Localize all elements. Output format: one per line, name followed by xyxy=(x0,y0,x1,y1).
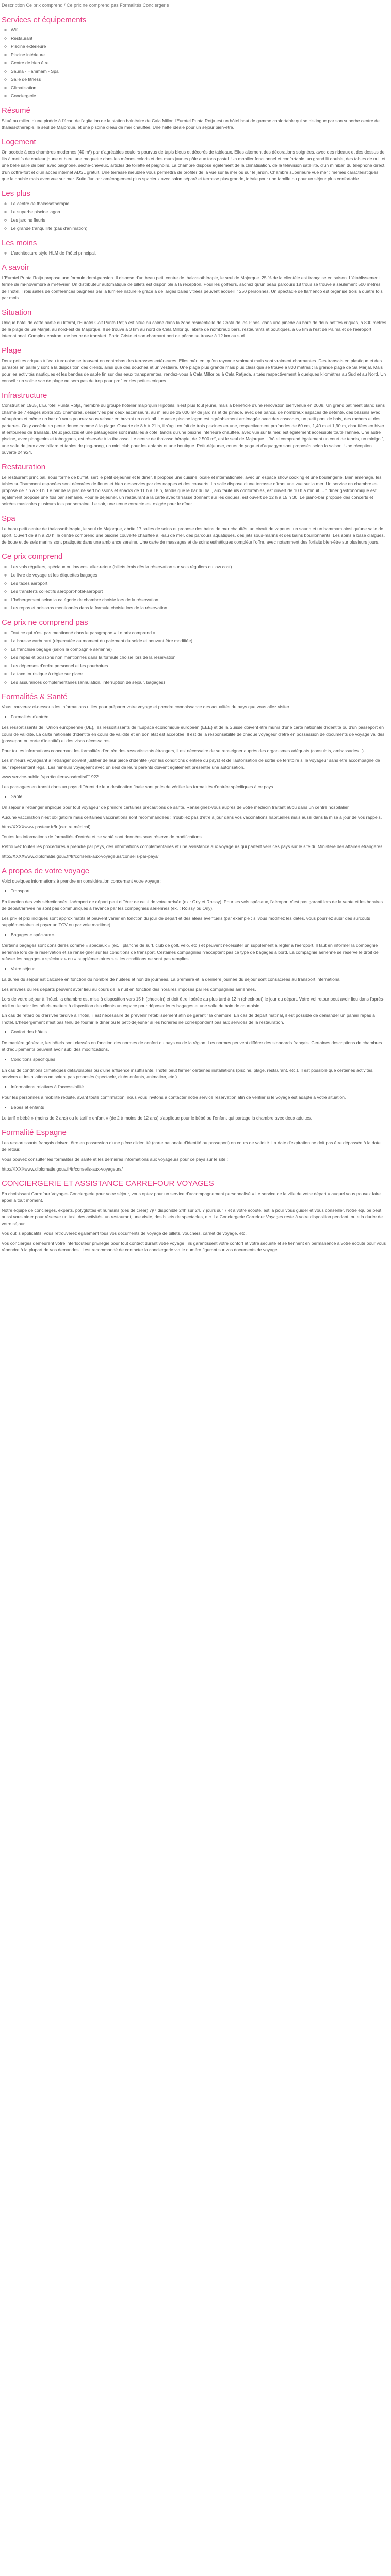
restauration-title: Restauration xyxy=(2,463,46,471)
formalites-p4: Les passagers en transit dans un pays différent de leur destination finale sont priés de vérifier les formalités d'entrée spécifiques à ce pays. xyxy=(2,784,274,789)
plus-list xyxy=(2,200,386,232)
ne-comprend-item: ◦ La hausse carburant (répercutée au moment du paiement du solde et pouvant être modifiée) xyxy=(11,638,386,645)
logement-text: On accède à ces chambres modernes (40 m²) par d'agréables couloirs pourvus de tapis bleus et décorés de tableaux. Elles alternent des décorations soignées, avec des rideaux et des dessus de lits à motifs de couleur jaune et bleu, une moquette dans les mêmes coloris et des murs jaunes pâle aux tons pastel. Un mobilier fonctionnel et confortable, un grand lit double, des tables de nuit et une belle salle de bain avec baignoire, sèche-cheveux, articles de toilette et peignoirs. La chambre dispose également de la climatisation, de la télévision satellite, d'un minibar, du téléphone direct, d'un coffre-fort et d'un accès internet ADSL gratuit. Une terrasse meublée vous permettra de profiter de la vue sur la mer ou sur le jardin. Chambre supérieure vue mer : mêmes caractéristiques que la double mais avec vue sur mer. Suite Junior : aménagement plus spacieux avec salon séparé et terrasse plus grande, idéale pour une famille ou pour un séjour plus confortable. xyxy=(2,149,386,181)
service-item: ◦ Climatisation xyxy=(11,84,386,91)
apropos-h3: • Votre séjour xyxy=(11,965,386,972)
infra-text: Construit en 1965, L'Eurotel Punta Rotja, membre du groupe hôtelier majorquin Hipotels, n'est plus tout jeune, mais a bénéficié d'une rénovation bienvenue en 2008. Un grand bâtiment blanc sans charme de 7 étages abrite 203 chambres, desservies par deux ascenseurs, au milieu de 25 000 m² de jardins et de pinède, avec des bancs, de nombreux espaces de détente, des bassins avec nénuphars et même un bar où vous pourrez vous relaxer en buvant un cocktail. Le vaste piscine lagon est agréablement aménagée avec des cascades, un petit pont de bois, des rochers et des parterres. On y accède en pente douce comme à la plage. Ouverte de 8 h à 21 h, il s'agit en fait de trois piscines en une, respectivement profondes de 60 cm, 1,40 m et 1,90 m, chauffées en hiver et entourées de transats. Deux jacuzzis et une pataugeoire sont installés à côté, tandis qu'une piscine intérieure chauffée, avec vue sur la mer, est également accessible toute l'année. Une autre piscine, avec plongeoirs et toboggans, est réservée à la thalasso. Le centre de thalassothérapie, de 2 500 m², est le seul de Majorque. L'hôtel comprend également un court de tennis, un minigolf, une salle de jeux avec billard et tables de ping-pong, un mini club pour les enfants et une boutique. Petit-déjeuner, cours de yoga et d'aquagym sont proposés selon la saison. Une réception ouverte 24h/24. xyxy=(2,403,385,455)
formalites-p2: Pour toutes informations concernant les formalités d'entrée des ressortissants étrangers, il est nécessaire de se renseigner auprès des organismes adéquats (consulats, ambassades...). xyxy=(2,748,365,753)
page-header: Description Ce prix comprend / Ce prix ne comprend pas Formalités Conciergerie xyxy=(2,3,169,8)
ne-comprend-item: ◦ Les dépenses d'ordre personnel et les pourboires xyxy=(11,663,386,669)
apropos-title: A propos de votre voyage xyxy=(2,867,90,875)
service-item: ◦ Centre de bien être xyxy=(11,60,386,66)
apropos-p3: Certains bagages sont considérés comme « spéciaux » (ex. : planche de surf, club de golf, vélo, etc.) et peuvent nécessiter un supplément à régler à l'aéroport. Il faut en informer la compagnie aérienne lors de la réservation et se renseigner sur les conditions de transport. Certaines compagnies n'acceptent pas ce type de bagages à bord. La compagnie aérienne se réserve le droit de refuser les bagages « spéciaux » ou « supplémentaires » si les conditions ne sont pas remplies. xyxy=(2,943,379,961)
savoir-text: L'Eurotel Punta Rotja propose une formule demi-pension. Il dispose d'un beau petit centre de thalassothérapie, le seul de Majorque. 25 % de la clientèle est française en saison. L'établissement ferme de mi-novembre à mi-février. Un distributeur automatique de billets est disponible à la réception. Pour les golfeurs, sachez qu'un beau parcours 18 trous se trouve à seulement 500 mètres de l'hôtel. Trois salles de conférences baignées par la lumière naturelle grâce à de larges baies vitrées peuvent accueillir 250 personnes. Un spectacle de flamenco est organisé trois à quatre fois par mois. xyxy=(2,275,383,300)
comprend-item: ◦ Les vols réguliers, spéciaux ou low cost aller-retour (billets émis dès la réservation sur vols réguliers ou low cost) xyxy=(11,564,386,570)
apropos-h1: • Transport xyxy=(11,888,386,894)
services-title: Services et équipements xyxy=(2,15,87,24)
comprend-list xyxy=(2,564,386,612)
plus-item: ◦ Le centre de thalassothérapie xyxy=(11,200,386,207)
comprend-item: ◦ Les taxes aéroport xyxy=(11,580,386,587)
ne-comprend-list xyxy=(2,630,386,686)
comprend-title: Ce prix comprend xyxy=(2,552,63,561)
comprend-item: ◦ Les transferts collectifs aéroport-hôtel-aéroport xyxy=(11,588,386,595)
page xyxy=(0,0,388,1262)
services-list xyxy=(2,27,386,99)
plus-title: Les plus xyxy=(2,189,30,198)
espagne-p1: Les ressortissants français doivent être en possession d'une pièce d'identité (carte nationale d'identité ou passeport) en cours de validité. La date d'expiration ne doit pas être dépassée à la date de retour. xyxy=(2,1140,381,1152)
plus-item: ◦ Le superbe piscine lagon xyxy=(11,209,386,215)
formalites-p6: Aucune vaccination n'est obligatoire mais certaines vaccinations sont recommandées ; n'oubliez pas d'être à jour dans vos vaccinations habituelles mais aussi dans la mise à jour de vos rappels. xyxy=(2,815,382,820)
comprend-item: ◦ L'hébergement selon la catégorie de chambre choisie lors de la réservation xyxy=(11,597,386,603)
formalites-p1: Les ressortissants de l'Union européenne (UE), les ressortissants de l'Espace économique européen (EEE) et de la Suisse doivent être munis d'une carte nationale d'identité ou d'un passeport en cours de validité. La carte nationale d'identité en cours de validité et en bon état est acceptée. Il est de la responsabilité de chaque voyageur d'être en possession de documents de voyage valides (passeport ou carte d'identité) et des visas nécessaires. xyxy=(2,725,385,743)
comprend-item: ◦ Le livre de voyage et les étiquettes bagages xyxy=(11,572,386,579)
service-item: ◦ Piscine intérieure xyxy=(11,52,386,58)
formalites-sub2-list xyxy=(2,793,386,800)
ne-comprend-item: ◦ Les assurances complémentaires (annulation, interruption de séjour, bagages) xyxy=(11,679,386,686)
apropos-p5: Les arrivées ou les départs peuvent avoir lieu au cours de la nuit en fonction des horaires imposés par les compagnies aériennes. xyxy=(2,987,256,992)
formalites-link-pasteur[interactable]: http://XXXXwww.pasteur.fr/fr (centre médical) xyxy=(2,824,91,829)
service-item: ◦ Wifi xyxy=(11,27,386,33)
formalites-title: Formalités & Santé xyxy=(2,692,68,701)
formalites-link-service-public[interactable]: www.service-public.fr/particuliers/vosdroits/F1922 xyxy=(2,774,99,779)
formalites-link-diplomatie[interactable]: http://XXXXwww.diplomatie.gouv.fr/fr/conseils-aux-voyageurs/conseils-par-pays/ xyxy=(2,854,159,859)
formalites-p3: Les mineurs voyageant à l'étranger doivent justifier de leur pièce d'identité (voir les conditions d'entrée du pays) et de l'autorisation de sortie de territoire si le voyageur sans être accompagné de leur représentant légal. Les mineurs voyageant avec un seul de leurs parents doivent également présenter une autorisation. xyxy=(2,758,380,770)
plus-item: ◦ Le grande tranquillité (pas d'animation) xyxy=(11,225,386,232)
moins-list xyxy=(2,250,386,257)
comprend-item: ◦ Les repas et boissons mentionnés dans la formule choisie lors de la réservation xyxy=(11,605,386,612)
infra-title: Infrastructure xyxy=(2,391,47,400)
spa-text: Le beau petit centre de thalassothérapie, le seul de Majorque, abrite 17 salles de soins et propose des bains de mer chauffés, un circuit de vapeurs, un sauna et un hammam ainsi qu'une salle de sport. Ouvert de 9 h à 20 h, le centre comprend une piscine couverte chauffée à l'eau de mer, des parcours aquatiques, des jets sous-marins et des bains bouillonnants. Les soins à base d'algues, de boue et de sels marins sont pratiqués dans une ambiance sereine. Une carte de massages et de soins esthétiques complète l'offre, avec notamment des forfaits bien-être sur plusieurs jours. xyxy=(2,526,385,545)
concierge-p4: Vos concierges demeurent votre interlocuteur privilégié pour tout contact durant votre voyage ; ils garantissent votre confort et votre sécurité et se tiennent en permanence à votre écoute pour vous répondre à la plupart de vos demandes. Il est recommandé de contacter la conciergerie via le numéro figurant sur vos documents de voyage. xyxy=(2,1241,386,1252)
apropos-h5: • Conditions spécifiques xyxy=(11,1056,386,1063)
formalites-p8: Retrouvez toutes les procédures à prendre par pays, des informations complémentaires et une assistance aux voyageurs qui partent vers ces pays sur le site du Ministère des Affaires étrangères. xyxy=(2,844,384,849)
restauration-text: Le restaurant principal, sous forme de buffet, sert le petit déjeuner et le dîner. Il propose une cuisine locale et internationale, avec un espace show cooking et une boulangerie. Bien aménagé, les tables suffisamment espacées sont décorées de fleurs et bien desservies par des nappes et des couverts. La salle dispose d'une terrasse offrant une vue sur la mer. Un service en chambre est proposé de 7 h à 23 h. Le bar de la piscine sert boissons et snacks de 11 h à 18 h, tandis que le bar du hall, aux fauteuils confortables, est ouvert de 10 h à minuit. Un dîner gastronomique est également proposé une fois par semaine. Pour le déjeuner, un restaurant à la carte avec terrasse donnant sur les criques, est ouvert de 12 h à 15 h 30. Le piano-bar propose des concerts et soirées musicales plusieurs fois par semaine. Le soir, une tenue correcte est exigée pour le dîner. xyxy=(2,474,382,506)
formalites-sub2: • Santé xyxy=(11,793,386,800)
apropos-p9: En cas de conditions climatiques défavorables ou d'une affluence insuffisante, l'hôtel peut fermer certaines installations (piscine, plage, restaurant, etc.). Il est possible que certaines activités, services et installations ne soient pas proposés (spectacle, clubs enfants, animation, etc.). xyxy=(2,1067,374,1079)
apropos-p1: En fonction des vols sélectionnés, l'aéroport de départ peut différer de celui de votre arrivée (ex : Orly et Roissy). Pour les vols spéciaux, l'aéroport n'est pas garanti lors de la vente et les horaires de départ/arrivée ne sont pas communiqués à l'avance par les compagnies aériennes (ex. : Roissy ou Orly). xyxy=(2,899,383,911)
ne-comprend-item: ◦ Tout ce qui n'est pas mentionné dans le paragraphe « Le prix comprend » xyxy=(11,630,386,636)
espagne-link[interactable]: http://XXXXwww.diplomatie.gouv.fr/fr/conseils-aux-voyageurs/ xyxy=(2,1166,123,1172)
service-item: ◦ Sauna - Hammam - Spa xyxy=(11,68,386,75)
ne-comprend-item: ◦ La taxe touristique à régler sur place xyxy=(11,671,386,677)
service-item: ◦ Piscine extérieure xyxy=(11,43,386,50)
formalites-sub1-list xyxy=(2,714,386,720)
apropos-p8: De manière générale, les hôtels sont classés en fonction des normes de confort du pays ou de la région. Les normes peuvent différer des standards français. Certaines descriptions de chambres et d'équipements peuvent avoir subi des modifications. xyxy=(2,1040,382,1052)
concierge-p1: En choisissant Carrefour Voyages Conciergerie pour votre séjour, vous optez pour un service d'accompagnement personnalisé « Le service de la ville de votre départ » auquel vous pouvez faire appel à tout moment. xyxy=(2,1191,381,1203)
espagne-p2: Vous pouvez consulter les formalités de santé et les dernières informations aux voyageurs pour ce pays sur le site : xyxy=(2,1157,228,1162)
formalites-p7: Toutes les informations de formalités d'entrée et de santé sont données sous réserve de modifications. xyxy=(2,834,203,839)
apropos-h2: • Bagages « spéciaux » xyxy=(11,931,386,938)
formalites-p5: Un séjour à l'étranger implique pour tout voyageur de prendre certaines précautions de santé. Renseignez-vous auprès de votre médecin traitant et/ou dans un centre hospitalier. xyxy=(2,805,350,810)
plage-text: Deux petites criques à l'eau turquoise se trouvent en contrebas des terrasses extérieures. Elles méritent qu'on rayonne vraiment mais sont vraiment charmantes. Des transats en plastique et des parasols en paille y sont à la disposition des clients, ainsi que des douches et un vestiaire. Une plage plus grande mais plus classique se trouve à 800 mètres : la grande plage de Sa Marjal. Mais pour les activités nautiques et les bandes de sable fin sur des eaux transparentes, rendez-vous à Cala Millor ou à Cala Ratjada, situés respectivement à quelques kilomètres au Sud et au Nord. Un conseil : un solide sac de plage ne sera pas de trop pour profiter des petites criques. xyxy=(2,358,386,383)
apropos-h7: • Bébés et enfants xyxy=(11,1104,386,1111)
situation-title: Situation xyxy=(2,308,32,317)
apropos-h4: • Confort des hôtels xyxy=(11,1029,386,1036)
formalites-sub1: • Formalités d'entrée xyxy=(11,714,386,720)
service-item: ◦ Restaurant xyxy=(11,35,386,42)
concierge-p3: Vos outils applicatifs, vous retrouverez également tous vos documents de voyage de billets, vouchers, carnet de voyage, etc. xyxy=(2,1231,247,1236)
ne-comprend-title: Ce prix ne comprend pas xyxy=(2,618,88,627)
apropos-p11: Le tarif « bébé » (moins de 2 ans) ou le tarif « enfant » (de 2 à moins de 12 ans) s'applique pour le bébé ou l'enfant qui partage la chambre avec deux adultes. xyxy=(2,1115,312,1121)
savoir-title: A savoir xyxy=(2,263,29,272)
formalites-intro: Vous trouverez ci-dessous les informations utiles pour préparer votre voyage et prendre connaissance des actualités du pays que vous allez visiter. xyxy=(2,704,290,709)
resume-title: Résumé xyxy=(2,106,30,115)
apropos-p6: Lors de votre séjour à l'hôtel, la chambre est mise à disposition vers 15 h (check-in) et doit être libérée au plus tard à 12 h (check-out) le jour du départ. Votre vol retour peut avoir lieu dans l'après-midi ou le soir : les hôtels mettent à disposition des clients un espace pour déposer leurs bagages et une salle de bain de courtoisie. xyxy=(2,996,385,1008)
situation-text: Unique hôtel de cette partie du littoral, l'Eurotel Golf Punta Rotja est situé au calme dans la zone résidentielle de Costa de los Pinos, dans une pinède au bord de deux petites criques, à 800 mètres de la plage de Sa Marjal, au nord-est de Majorque. Il se trouve à 3 km au nord de Cala Millor qui abrite de nombreux bars, restaurants et boutiques, à 65 km à l'est de Palma et de l'aéroport international. Complex environ une heure de transfert. Porto Cristo et son charmant port de pêche se trouve à 12 km au sud. xyxy=(2,320,386,338)
resume-text: Situé au milieu d'une pinède à l'écart de l'agitation de la station balnéaire de Cala Millor, l'Eurotel Punta Rotja est un hôtel haut de gamme confortable qui se distingue par son superbe centre de thalassothérapie, le seul de Majorque, et une piscine d'eau de mer chauffée. Une halte idéale pour un séjour bien-être. xyxy=(2,118,380,130)
apropos-p7: En cas de retard ou d'arrivée tardive à l'hôtel, il est nécessaire de prévenir l'établissement afin de garantir la chambre. En cas de départ matinal, il est possible de demander un panier repas à l'hôtel. L'hébergement n'est pas tenu de fournir le dîner ou le petit-déjeuner si les horaires ne correspondent pas aux services de la restauration. xyxy=(2,1013,375,1025)
service-item: ◦ Salle de fitness xyxy=(11,76,386,83)
apropos-intro: Voici quelques informations à prendre en considération concernant votre voyage : xyxy=(2,878,162,884)
service-item: ◦ Conciergerie xyxy=(11,93,386,99)
ne-comprend-item: ◦ La franchise bagage (selon la compagnie aérienne) xyxy=(11,646,386,653)
spa-title: Spa xyxy=(2,514,15,523)
apropos-h6: • Informations relatives à l'accessibilité xyxy=(11,1083,386,1090)
logement-title: Logement xyxy=(2,138,36,146)
concierge-title: CONCIERGERIE ET ASSISTANCE CARREFOUR VOYAGES xyxy=(2,1179,214,1188)
espagne-title: Formalité Espagne xyxy=(2,1128,67,1137)
moins-title: Les moins xyxy=(2,239,37,247)
plus-item: ◦ Les jardins fleuris xyxy=(11,217,386,224)
apropos-p10: Pour les personnes à mobilité réduite, avant toute confirmation, nous vous invitons à contacter notre service réservation afin de vérifier si le voyage est adapté à votre situation. xyxy=(2,1095,346,1100)
concierge-p2: Notre équipe de concierges, experts, polyglottes et humains (dès de créer) 7j/7 disponible 24h sur 24, 7 jours sur 7 et à votre écoute, est là pour vous guider et vous conseiller. Notre équipe peut aussi vous aider pour réserver un taxi, des activités, un restaurant, une visite, des billets de spectacles, etc. La Conciergerie Carrefour Voyages reste à votre disposition pendant toute la durée de votre séjour. xyxy=(2,1208,383,1226)
moins-item: ◦ L'architecture style HLM de l'hôtel principal. xyxy=(11,250,386,257)
plage-title: Plage xyxy=(2,346,22,355)
ne-comprend-item: ◦ Les repas et boissons non mentionnés dans la formule choisie lors de la réservation xyxy=(11,654,386,661)
apropos-p2: Les prix et prix indiqués sont approximatifs et peuvent varier en fonction du jour de départ et des aléas éventuels (par exemple : si vous modifiez les dates, vous pourriez subir des surcoûts supplémentaires et payer un TCV ou par voie maritime). xyxy=(2,916,370,927)
apropos-p4: La durée du séjour est calculée en fonction du nombre de nuitées et non de journées. La première et la dernière journée du séjour sont consacrées au transport international. xyxy=(2,977,342,982)
